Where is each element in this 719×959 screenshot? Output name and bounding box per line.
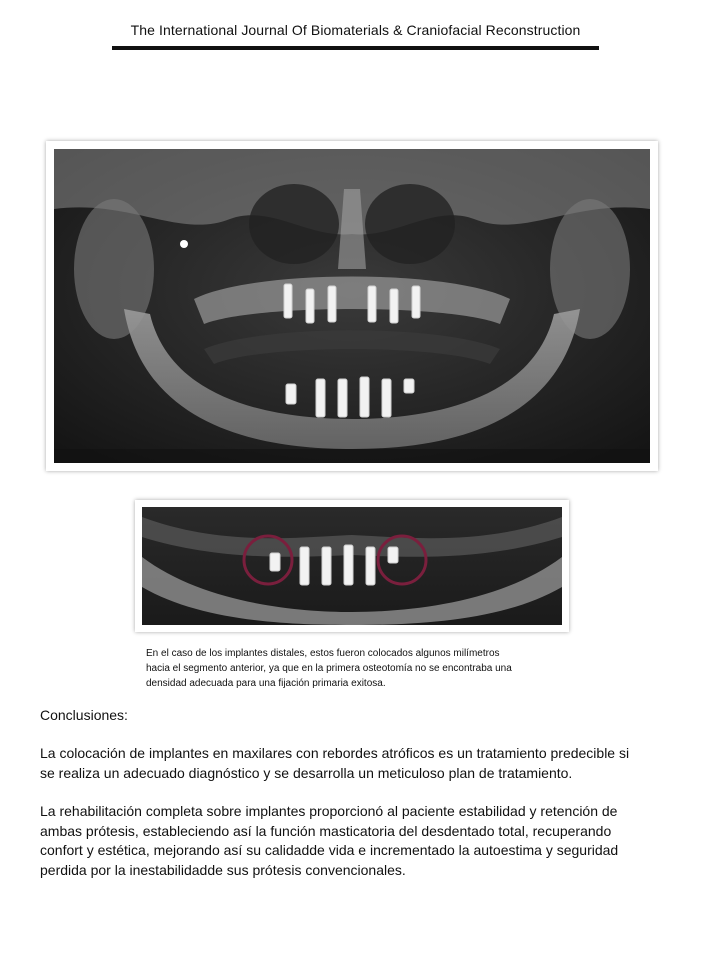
figure-caption (146, 646, 566, 691)
paragraph-line: ambas prótesis, estableciendo así la función masticatoria del desdentado total, recuperando (40, 822, 612, 839)
caption-line: hacia el segmento anterior, ya que en la primera osteotomía no se encontraba una (146, 663, 512, 674)
header-rule (112, 46, 599, 50)
paragraph-line: se realiza un adecuado diagnóstico y se desarrolla un meticuloso plan de tratamiento. (40, 764, 573, 781)
conclusion-paragraph (40, 744, 680, 783)
caption-line: densidad adecuada para una fijación primaria exitosa. (146, 678, 386, 689)
journal-header: The International Journal Of Biomaterials & Craniofacial Reconstruction (130, 22, 581, 38)
paragraph-line: confort y estética, mejorando así su calidadde vida e incrementado la autoestima y seguridad (40, 842, 619, 858)
paragraph-line: La rehabilitación completa sobre implantes proporcionó al paciente estabilidad y retención de (40, 803, 618, 819)
conclusion-paragraph (40, 802, 680, 880)
mandible-detail-figure (135, 500, 569, 632)
section-title: Conclusiones: (40, 707, 128, 723)
mandible-detail-image (142, 507, 562, 625)
caption-line: En el caso de los implantes distales, estos fueron colocados algunos milímetros (146, 648, 500, 659)
paragraph-line: La colocación de implantes en maxilares con rebordes atróficos es un tratamiento predecible si (40, 745, 630, 761)
panoramic-xray-figure (46, 141, 658, 471)
paragraph-line: perdida por la inestabilidadde sus prótesis convencionales. (40, 861, 406, 878)
panoramic-xray-image (54, 149, 650, 463)
